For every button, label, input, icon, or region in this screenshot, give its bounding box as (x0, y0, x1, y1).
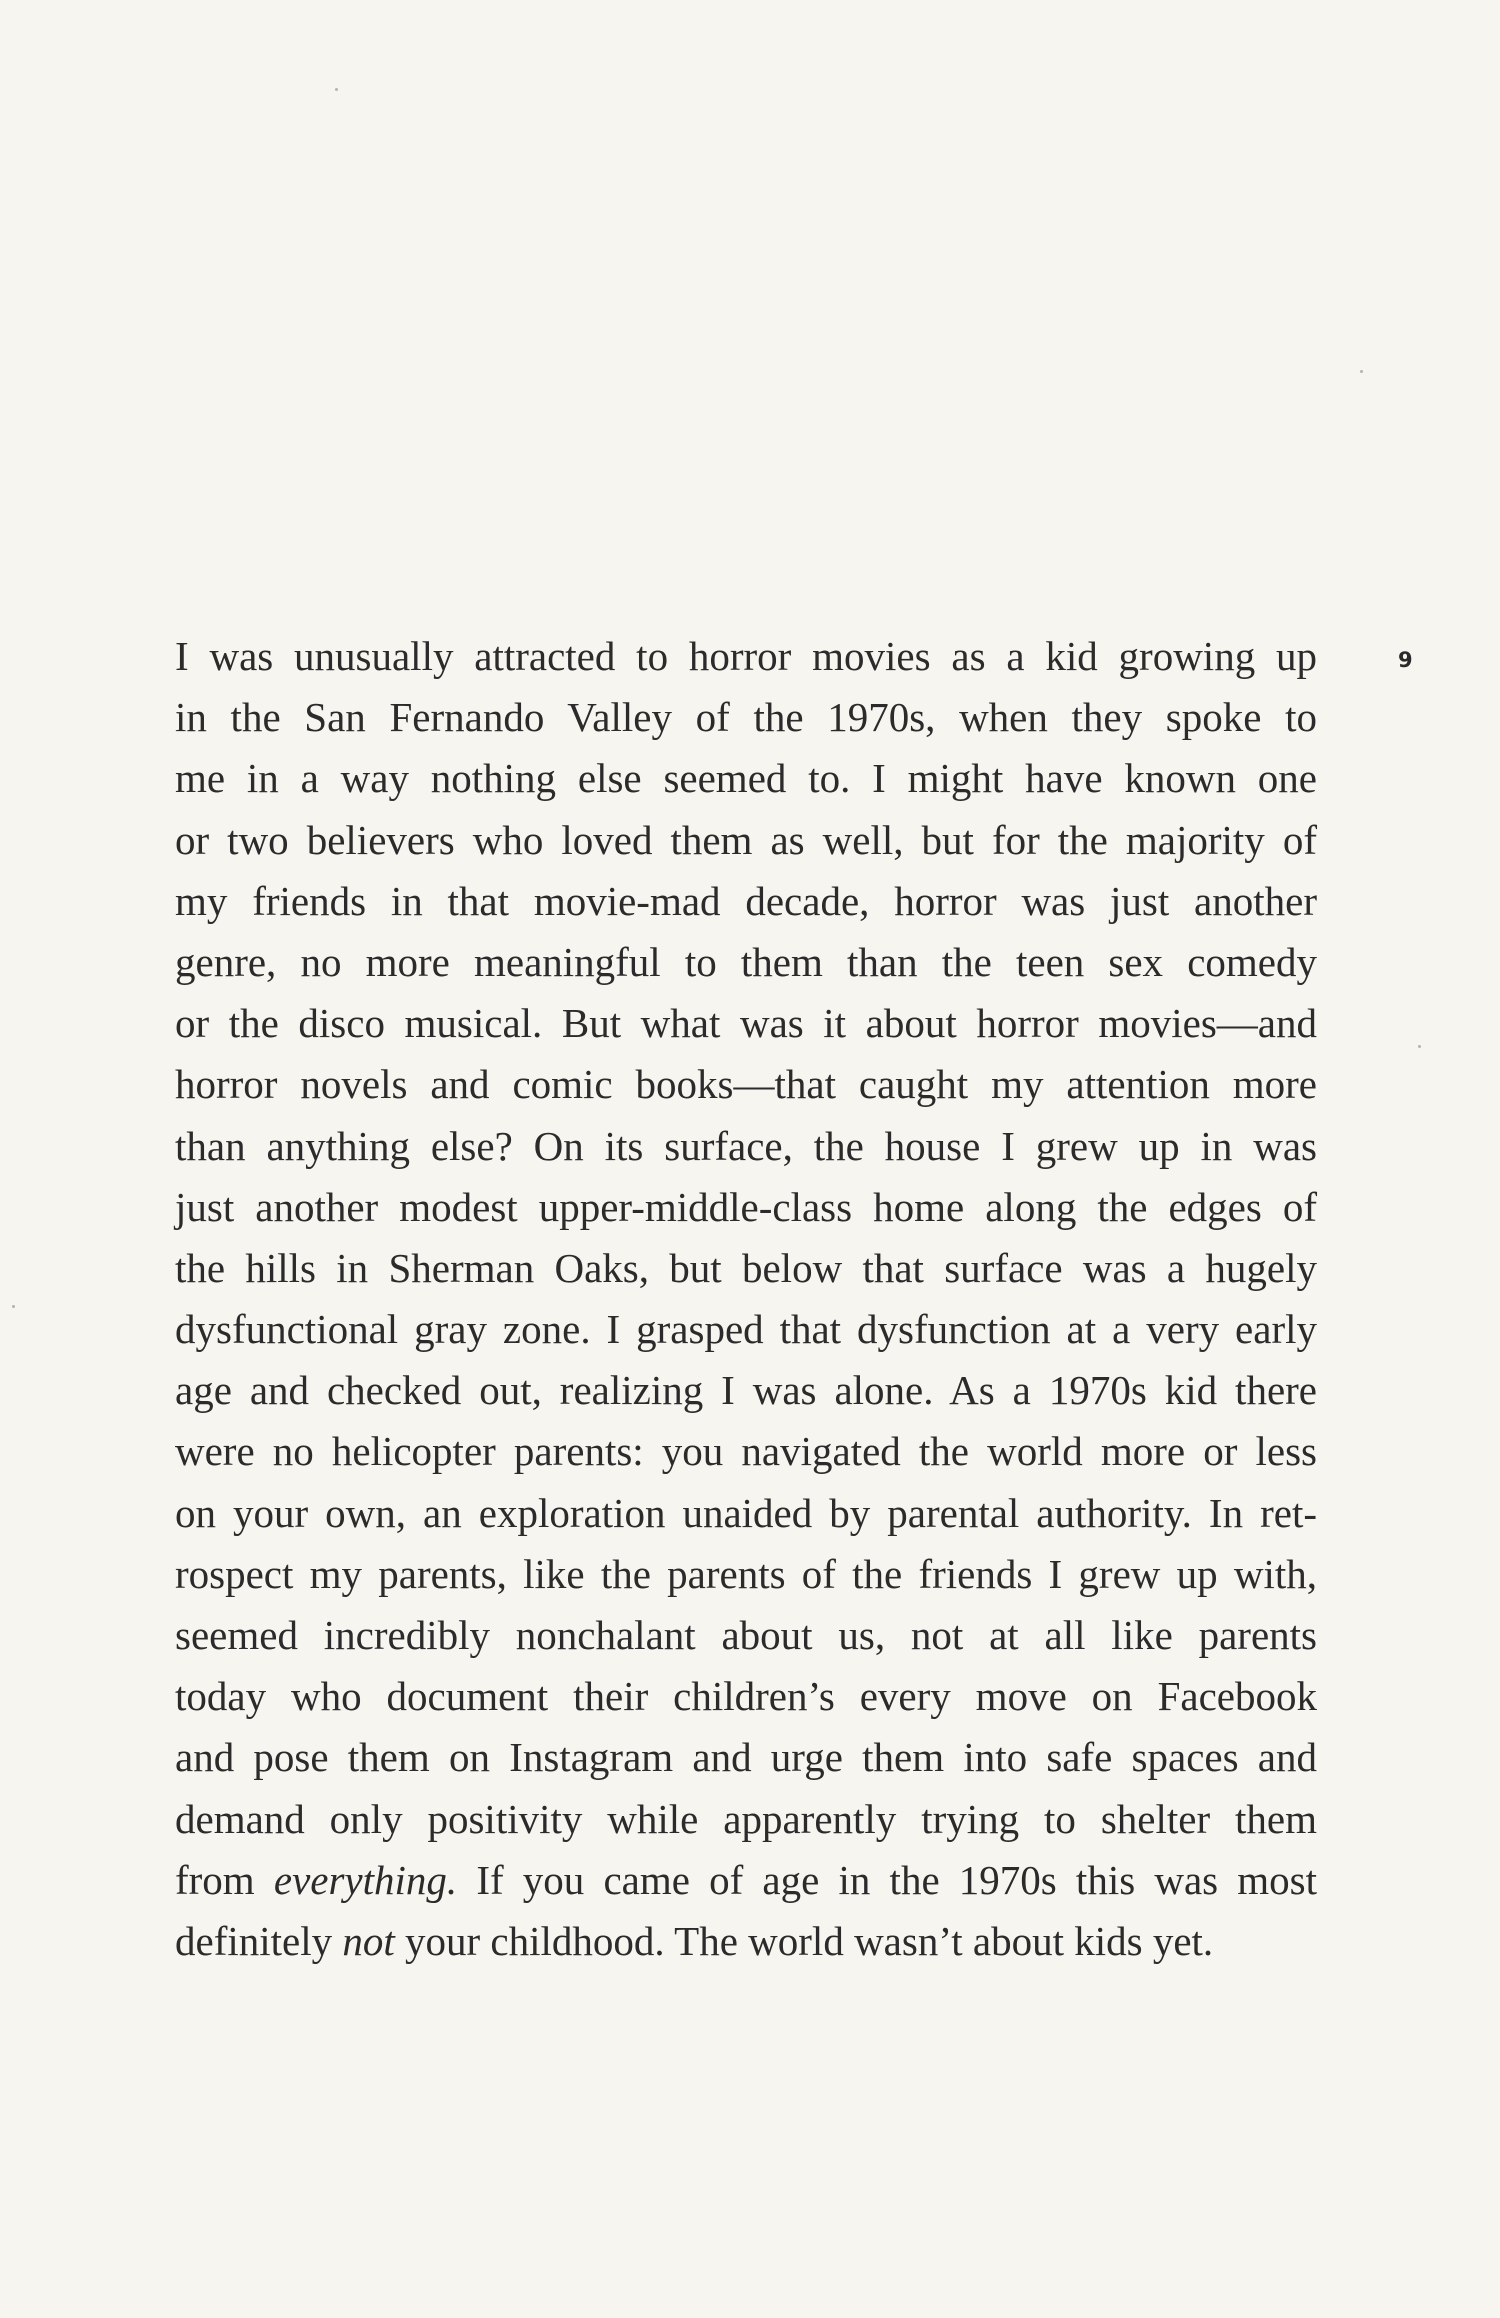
text-line: I was unusually attracted to horror movies as a kid growing up (175, 633, 1317, 679)
emphasis-text: everything. (273, 1856, 458, 1903)
paper-speck (335, 88, 338, 91)
text-line-with-emphasis (175, 1911, 1317, 1972)
text-line: today who document their children’s every move on Facebook (175, 1673, 1317, 1720)
text-line: seemed incredibly nonchalant about us, not at all like parents (175, 1612, 1317, 1658)
text-line: genre, no more meaningful to them than the teen sex comedy (175, 938, 1317, 985)
page-number: 9 (1398, 648, 1413, 672)
emphasis-text: not (342, 1917, 395, 1964)
text-line: or two believers who loved them as well, but for the majority of (175, 816, 1317, 863)
paper-speck (12, 1305, 15, 1308)
paper-speck (1360, 370, 1363, 373)
text-line: on your own, an exploration unaided by parental authority. In ret- (175, 1489, 1317, 1536)
text-line: the hills in Sherman Oaks, but below that surface was a hugely (175, 1244, 1317, 1291)
text-line: were no helicopter parents: you navigated the world more or less (175, 1428, 1317, 1475)
text-line: me in a way nothing else seemed to. I might have known one (175, 755, 1317, 802)
text-line-with-emphasis (175, 1850, 1317, 1911)
paper-speck (1418, 1045, 1421, 1048)
text-line: my friends in that movie-mad decade, horror was just another (175, 877, 1317, 924)
text-line: than anything else? On its surface, the house I grew up in was (175, 1122, 1317, 1169)
text-line: age and checked out, realizing I was alone. As a 1970s kid there (175, 1367, 1317, 1414)
text-line: in the San Fernando Valley of the 1970s, when they spoke to (175, 694, 1317, 741)
line-segment: If you came of age in the 1970s this was most (457, 1856, 1318, 1903)
text-line: demand only positivity while apparently trying to shelter them (175, 1795, 1317, 1842)
text-line: horror novels and comic books—that caught my attention more (175, 1061, 1317, 1108)
body-paragraph (175, 626, 1317, 1972)
text-line: and pose them on Instagram and urge them into safe spaces and (175, 1734, 1317, 1781)
line-segment: your childhood. The world wasn’t about kids yet. (394, 1917, 1214, 1964)
text-line: just another modest upper-middle-class home along the edges of (175, 1183, 1317, 1230)
text-line: or the disco musical. But what was it about horror movies—and (175, 1000, 1317, 1047)
line-segment: definitely (175, 1917, 343, 1964)
text-line: rospect my parents, like the parents of the friends I grew up with, (175, 1550, 1317, 1597)
text-line: dysfunctional gray zone. I grasped that dysfunction at a very early (175, 1306, 1317, 1353)
line-segment: from (175, 1856, 274, 1903)
